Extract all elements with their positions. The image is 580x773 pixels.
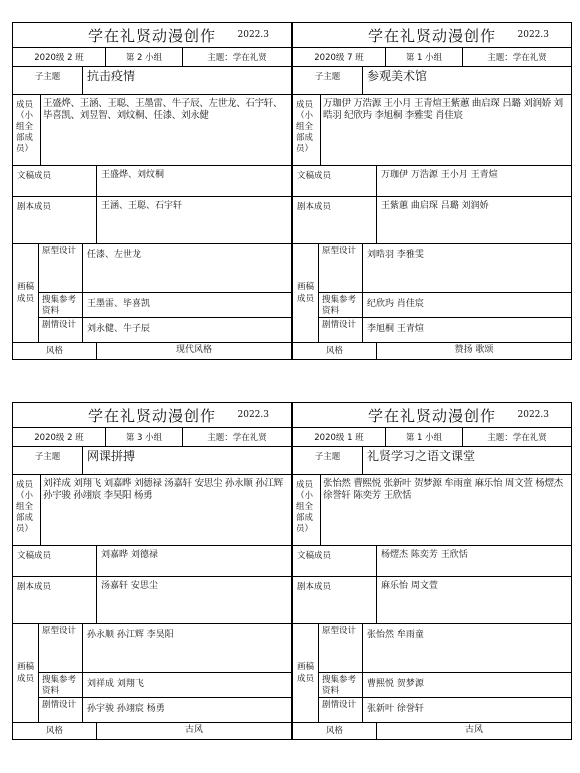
script-row: [13, 197, 291, 244]
writers-label: 文稿成员: [293, 166, 377, 196]
style-value: 现代风格: [175, 345, 212, 355]
drawing-subrows: [39, 624, 291, 722]
members-value: 刘祥成 刘翔飞 刘嘉晔 刘德禄 汤嘉轩 安思尘 孙永顺 孙江辉 孙宇骏 孙翊宸 李昊阳 杨勇: [43, 478, 283, 501]
card-header: [13, 23, 291, 48]
info-row: [293, 428, 571, 447]
drawing-subrows: [319, 624, 571, 722]
theme-value: 学在礼贤: [232, 433, 267, 443]
research-label: 搜集参考资料: [319, 293, 363, 317]
group-cell: 第 1 小组: [385, 428, 462, 446]
members-value: 张怡然 曹熙悦 张新叶 贺梦源 牟雨童 麻乐怡 周文萱 杨熤杰 徐誉轩 陈奕芳 王欣恬: [323, 478, 563, 501]
subtopic-row: [293, 447, 571, 475]
research-row: [319, 293, 571, 318]
members-label: 成员（小组全部成员）: [13, 475, 41, 545]
prototype-row: [319, 244, 571, 293]
subtopic-value: 礼贤学习之语文课堂: [367, 449, 476, 463]
writers-row: [13, 546, 291, 577]
members-value: 万珈伊 万浩源 王小月 王青煊王紫蕙 曲启琛 吕璐 刘润娇 刘晧羽 纪欣玙 李旭桐 李雅雯 肖佳宸: [323, 98, 563, 121]
research-value: 王墨雷、毕喜凯: [87, 299, 151, 309]
prototype-value: 任漆、左世龙: [87, 250, 142, 260]
card-date: 2022.3: [237, 30, 269, 40]
research-value: 纪欣玙 肖佳宸: [367, 299, 424, 309]
info-row: [13, 48, 291, 67]
subtopic-row: [13, 447, 291, 475]
research-value: 刘祥成 刘翔飞: [87, 679, 144, 689]
form-card-2: [292, 22, 572, 360]
style-value: 赞扬 歌颂: [454, 345, 494, 355]
subtopic-row: [293, 67, 571, 95]
style-row: [293, 343, 571, 359]
info-row: [293, 48, 571, 67]
drawing-section: [13, 244, 291, 343]
drawing-label: 画稿成员: [13, 624, 39, 722]
drawing-section: [293, 244, 571, 343]
style-row: [293, 723, 571, 739]
script-label: 剧本成员: [13, 197, 97, 243]
theme-label: 主题：: [487, 433, 513, 443]
prototype-label: 原型设计: [39, 624, 83, 672]
style-label: 风格: [13, 343, 97, 359]
subtopic-value: 抗击疫情: [87, 69, 136, 83]
form-card-1: [12, 22, 292, 360]
class-cell: 2020级 7 班: [314, 53, 364, 63]
members-value: 王盛烨、王涵、王聪、王墨雷、牛子辰、左世龙、石宇轩、毕喜凯、刘昱智、刘炆桐、任漆、刘永健: [43, 98, 283, 121]
card-title: 学在礼贤动漫创作: [87, 27, 216, 45]
card-date: 2022.3: [237, 410, 269, 420]
theme-cell: [462, 48, 571, 66]
subtopic-row: [13, 67, 291, 95]
research-value: 曹熙悦 贺梦源: [367, 679, 424, 689]
card-date: 2022.3: [517, 30, 549, 40]
members-row: [13, 95, 291, 166]
research-row: [39, 293, 291, 318]
subtopic-label: 子主题: [293, 67, 363, 94]
prototype-row: [39, 244, 291, 293]
research-row: [319, 673, 571, 698]
style-row: [13, 723, 291, 739]
plot-row: [319, 318, 571, 342]
drawing-section: [13, 624, 291, 723]
research-label: 搜集参考资料: [39, 293, 83, 317]
group-cell: 第 1 小组: [385, 48, 462, 66]
class-cell: 2020级 2 班: [34, 53, 84, 63]
members-row: [293, 475, 571, 546]
card-title: 学在礼贤动漫创作: [367, 407, 496, 425]
drawing-label: 画稿成员: [293, 624, 319, 722]
class-cell: 2020级 2 班: [34, 433, 84, 443]
style-value: 古风: [184, 725, 203, 735]
style-value: 古风: [464, 725, 483, 735]
plot-label: 剧情设计: [319, 318, 363, 342]
members-label: 成员（小组全部成员）: [293, 95, 321, 165]
drawing-subrows: [39, 244, 291, 342]
members-row: [293, 95, 571, 166]
plot-label: 剧情设计: [39, 318, 83, 342]
theme-label: 主题：: [487, 53, 513, 63]
plot-row: [39, 318, 291, 342]
subtopic-label: 子主题: [13, 447, 83, 474]
card-title: 学在礼贤动漫创作: [87, 407, 216, 425]
script-row: [293, 577, 571, 624]
card-header: [293, 23, 571, 48]
theme-cell: [462, 428, 571, 446]
script-label: 剧本成员: [13, 577, 97, 623]
plot-value: 李旭桐 王青煊: [367, 324, 424, 334]
info-row: [13, 428, 291, 447]
subtopic-label: 子主题: [13, 67, 83, 94]
script-value: 汤嘉轩 安思尘: [101, 581, 158, 591]
plot-row: [319, 698, 571, 722]
prototype-label: 原型设计: [319, 624, 363, 672]
theme-value: 学在礼贤: [512, 433, 547, 443]
research-label: 搜集参考资料: [39, 673, 83, 697]
writers-value: 杨熤杰 陈奕芳 王欣恬: [381, 550, 468, 560]
theme-cell: [182, 428, 291, 446]
plot-row: [39, 698, 291, 722]
theme-label: 主题：: [207, 53, 233, 63]
class-cell: 2020级 1 班: [314, 433, 364, 443]
style-label: 风格: [13, 723, 97, 739]
subtopic-label: 子主题: [293, 447, 363, 474]
writers-value: 刘嘉晔 刘德禄: [101, 550, 158, 560]
prototype-label: 原型设计: [319, 244, 363, 292]
writers-label: 文稿成员: [293, 546, 377, 576]
plot-label: 剧情设计: [319, 698, 363, 722]
research-row: [39, 673, 291, 698]
form-card-4: [292, 402, 572, 740]
members-label: 成员（小组全部成员）: [293, 475, 321, 545]
theme-value: 学在礼贤: [232, 53, 267, 63]
style-label: 风格: [293, 343, 377, 359]
style-row: [13, 343, 291, 359]
card-header: [13, 403, 291, 428]
drawing-subrows: [319, 244, 571, 342]
writers-value: 万珈伊 万浩源 王小月 王青煊: [381, 170, 498, 180]
group-cell: 第 3 小组: [105, 428, 182, 446]
plot-value: 刘永健、牛子辰: [87, 324, 151, 334]
plot-label: 剧情设计: [39, 698, 83, 722]
plot-value: 孙宇骏 孙翊宸 杨勇: [87, 704, 165, 714]
prototype-value: 张怡然 牟雨童: [367, 630, 424, 640]
card-header: [293, 403, 571, 428]
group-cell: 第 2 小组: [105, 48, 182, 66]
subtopic-value: 网课拼搏: [87, 449, 136, 463]
members-label: 成员（小组全部成员）: [13, 95, 41, 165]
script-value: 王紫蕙 曲启琛 吕璐 刘润娇: [381, 201, 489, 211]
theme-cell: [182, 48, 291, 66]
drawing-section: [293, 624, 571, 723]
script-row: [293, 197, 571, 244]
writers-label: 文稿成员: [13, 546, 97, 576]
theme-value: 学在礼贤: [512, 53, 547, 63]
form-card-3: [12, 402, 292, 740]
writers-value: 王盛烨、刘炆桐: [101, 170, 165, 180]
theme-label: 主题：: [207, 433, 233, 443]
subtopic-value: 参观美术馆: [367, 69, 428, 83]
style-label: 风格: [293, 723, 377, 739]
card-date: 2022.3: [517, 410, 549, 420]
script-value: 麻乐怡 周文萱: [381, 581, 438, 591]
plot-value: 张新叶 徐誉轩: [367, 704, 424, 714]
prototype-row: [319, 624, 571, 673]
prototype-label: 原型设计: [39, 244, 83, 292]
writers-row: [293, 546, 571, 577]
prototype-value: 刘晧羽 李雅雯: [367, 250, 424, 260]
script-label: 剧本成员: [293, 197, 377, 243]
research-label: 搜集参考资料: [319, 673, 363, 697]
writers-row: [13, 166, 291, 197]
members-row: [13, 475, 291, 546]
writers-label: 文稿成员: [13, 166, 97, 196]
card-title: 学在礼贤动漫创作: [367, 27, 496, 45]
drawing-label: 画稿成员: [13, 244, 39, 342]
prototype-row: [39, 624, 291, 673]
prototype-value: 孙永顺 孙江辉 李昊阳: [87, 630, 174, 640]
drawing-label: 画稿成员: [293, 244, 319, 342]
script-row: [13, 577, 291, 624]
script-label: 剧本成员: [293, 577, 377, 623]
script-value: 王涵、王聪、石宇轩: [101, 201, 183, 211]
writers-row: [293, 166, 571, 197]
